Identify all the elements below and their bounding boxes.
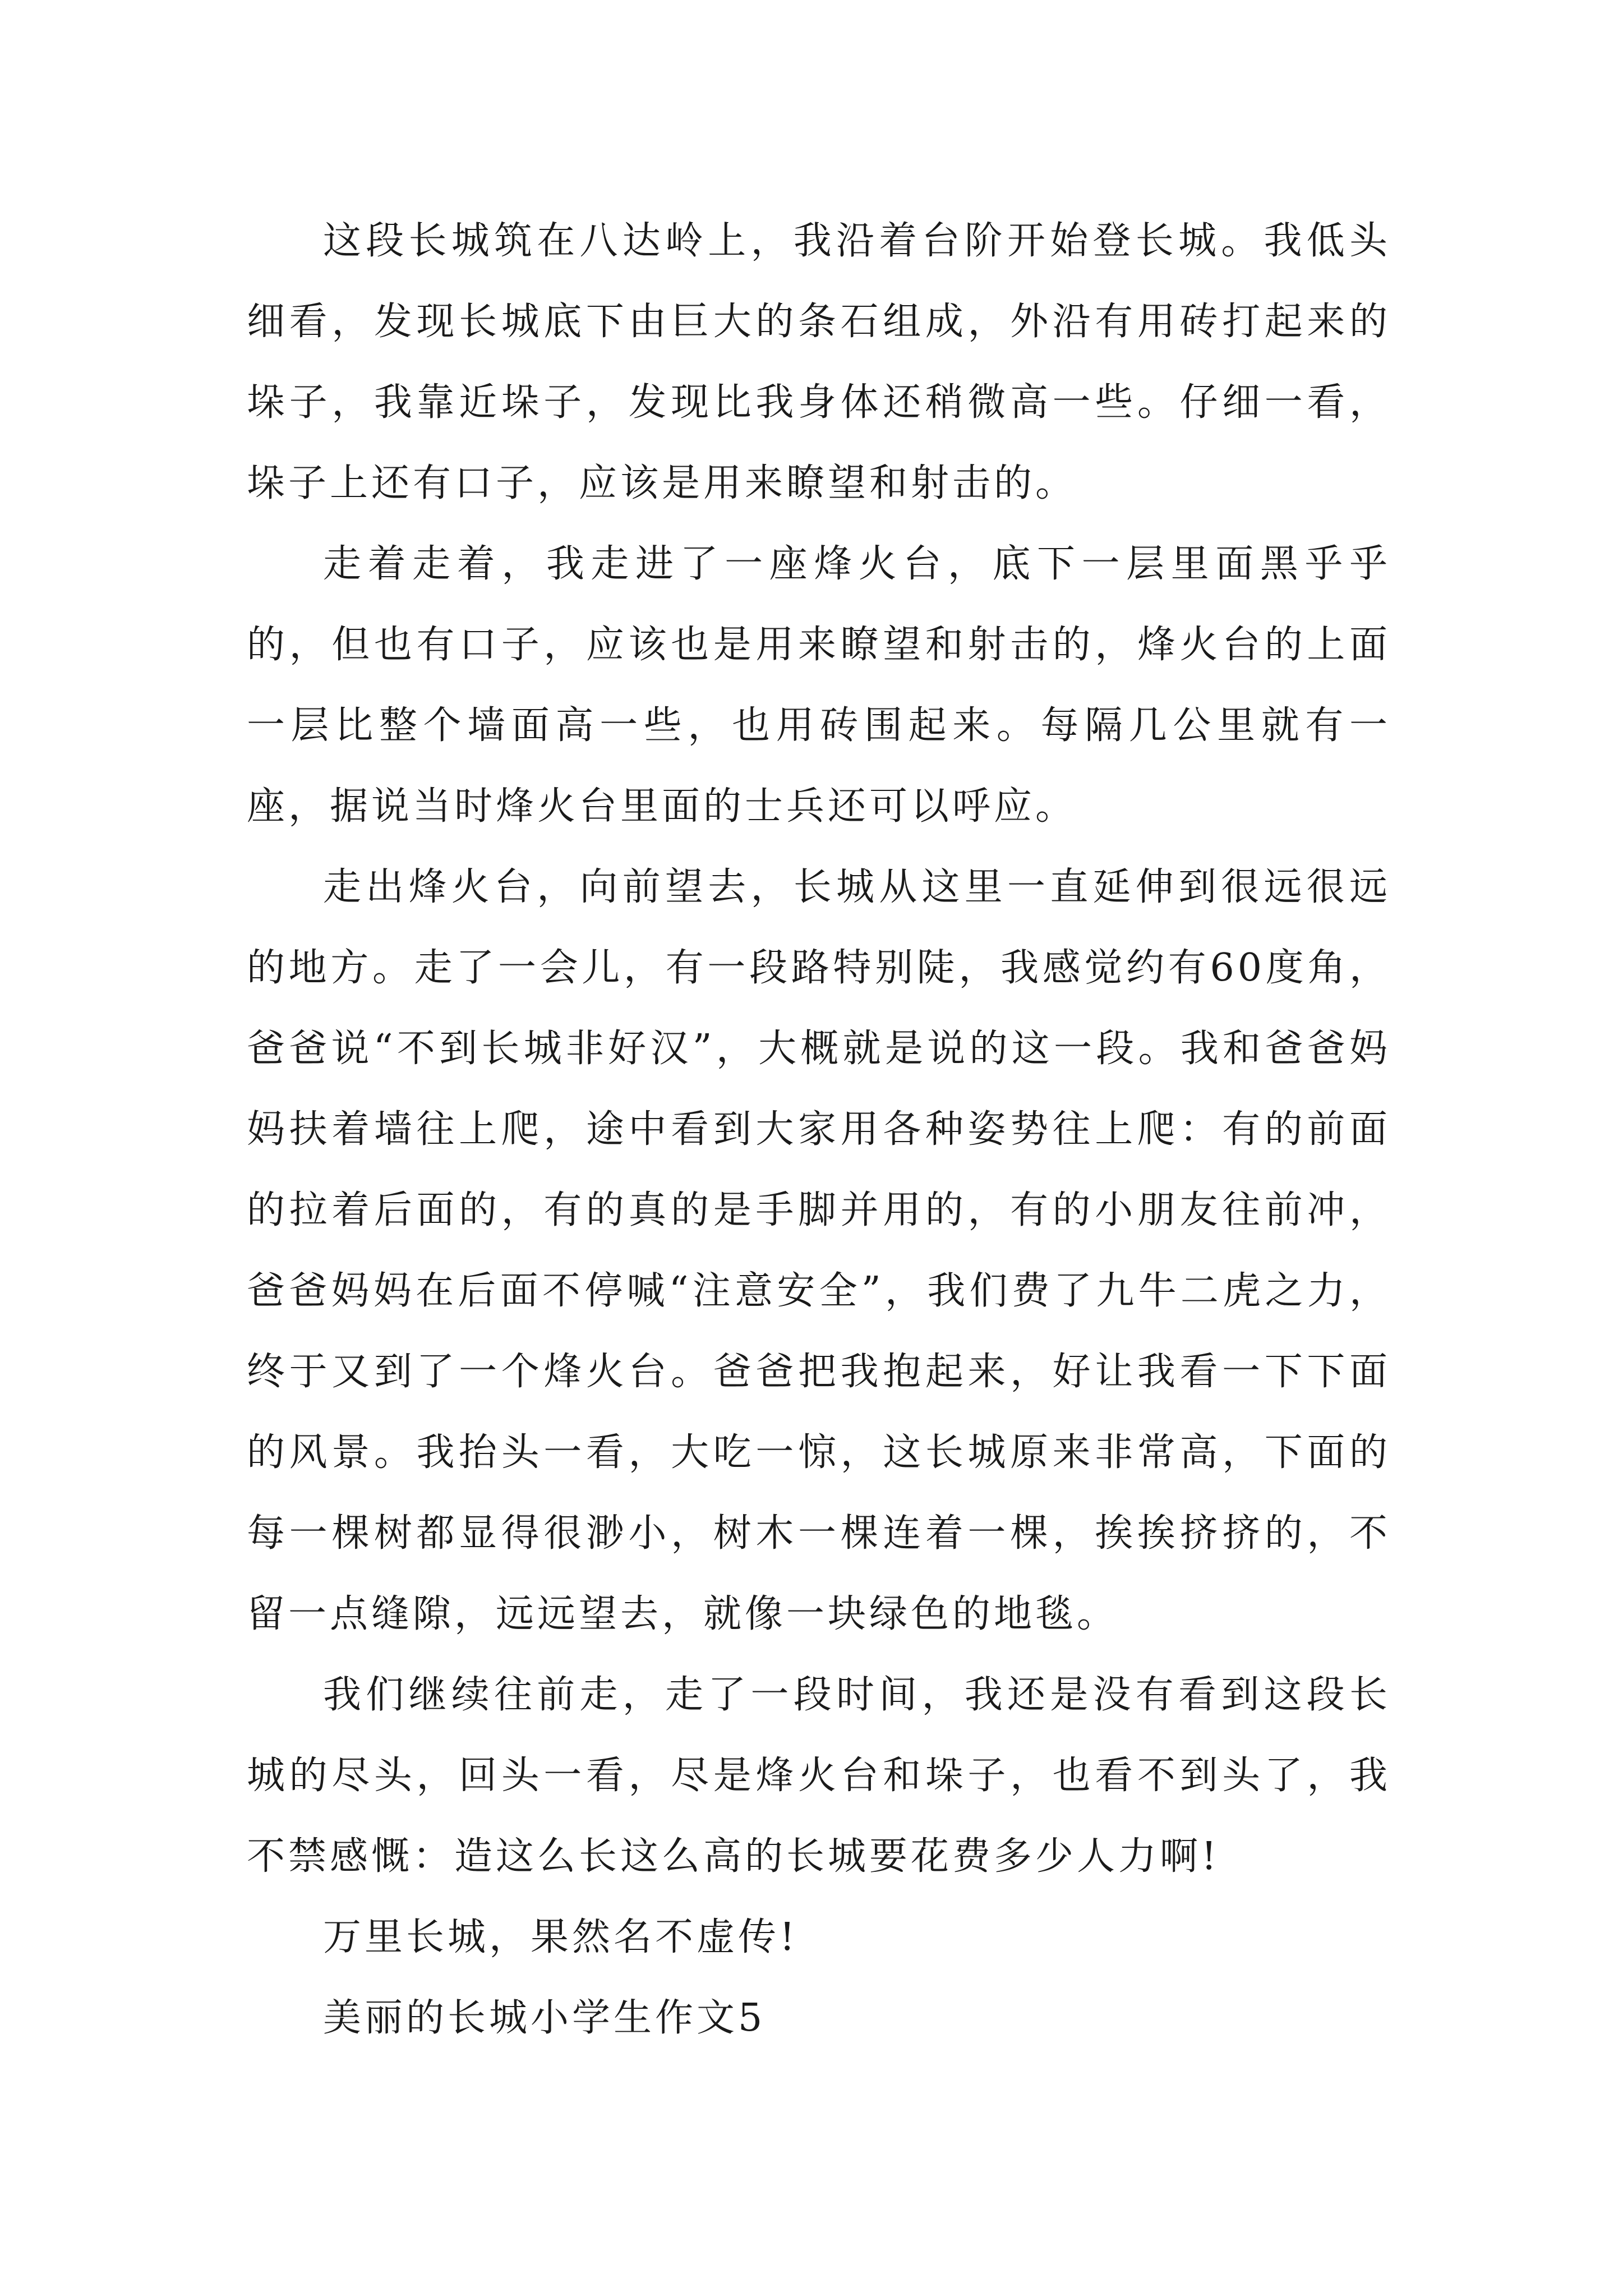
section-heading: 美丽的长城小学生作文5 <box>323 1996 766 2040</box>
paragraph-4: 我们继续往前走，走了一段时间，我还是没有看到这段长城的尽头，回头一看，尽是烽火台和垛子，也看不到头了，我不禁感慨：造这么长这么高的长城要花费多少人力啊! <box>247 1673 1391 1879</box>
paragraph-5: 万里长城，果然名不虚传! <box>323 1915 799 1959</box>
document-body <box>247 201 1391 2059</box>
paragraph-1: 这段长城筑在八达岭上，我沿着台阶开始登长城。我低头细看，发现长城底下由巨大的条石组成，外沿有用砖打起来的垛子，我靠近垛子，发现比我身体还稍微高一些。仔细一看，垛子上还有口子，应该是用来瞭望和射击的。 <box>247 219 1391 505</box>
paragraph-3: 走出烽火台，向前望去，长城从这里一直延伸到很远很远的地方。走了一会儿，有一段路特别陡，我感觉约有60度角，爸爸说“不到长城非好汉”，大概就是说的这一段。我和爸爸妈妈扶着墙往上爬，途中看到大家用各种姿势往上爬：有的前面的拉着后面的，有的真的是手脚并用的，有的小朋友往前冲，爸爸妈妈在后面不停喊“注意安全”，我们费了九牛二虎之力，终于又到了一个烽火台。爸爸把我抱起来，好让我看一下下面的风景。我抬头一看，大吃一惊，这长城原来非常高，下面的每一棵树都显得很渺小，树木一棵连着一棵，挨挨挤挤的，不留一点缝隙，远远望去，就像一块绿色的地毯。 <box>247 865 1391 1636</box>
paragraph-2: 走着走着，我走进了一座烽火台，底下一层里面黑乎乎的，但也有口子，应该也是用来瞭望和射击的，烽火台的上面一层比整个墙面高一些，也用砖围起来。每隔几公里就有一座，据说当时烽火台里面的士兵还可以呼应。 <box>247 542 1391 829</box>
